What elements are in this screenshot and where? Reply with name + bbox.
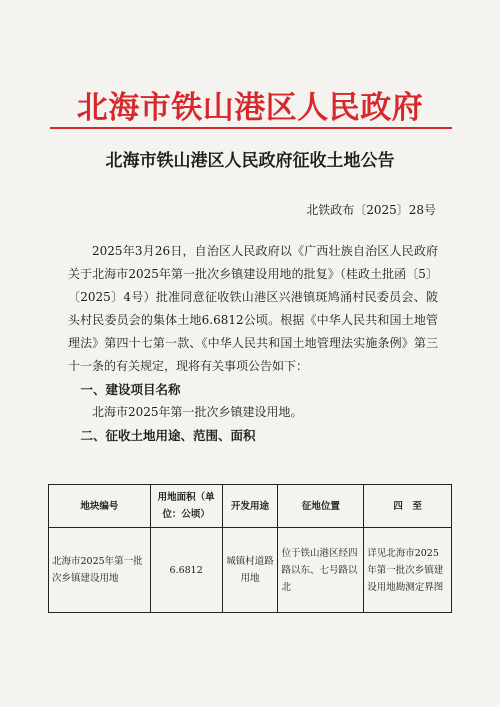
table-header-row [49, 485, 452, 528]
cell-use: 城镇村道路用地 [222, 528, 278, 613]
cell-area: 6.6812 [150, 528, 222, 613]
table-header-location: 征地位置 [278, 485, 364, 528]
section-1-text: 北海市2025年第一批次乡镇建设用地。 [92, 405, 303, 419]
table-header-parcel: 地块编号 [49, 485, 151, 528]
section-1-heading: 一、建设项目名称 [80, 382, 181, 397]
document-number: 北铁政布〔2025〕28号 [306, 203, 436, 217]
table-header-use: 开发用途 [222, 485, 278, 528]
table-header-area: 用地面积（单位：公顷） [150, 485, 222, 528]
cell-boundary: 详见北海市2025年第一批次乡镇建设用地勘测定界图 [364, 528, 452, 613]
intro-paragraph: 2025年3月26日，自治区人民政府以《广西壮族自治区人民政府关于北海市2025年第一批次乡镇建设用地的批复》（桂政土批函〔5〕〔2025〕4号）批准同意征收铁山港区兴港镇斑鸠涌村民委员会、陂头村民委员会的集体土地6.6812公顷。根据《中华人民共和国土地管理法》第四十七第一款、《中华人民共和国土地管理法实施条例》第三十一条的有关规定，现将有关事项公告如下： [68, 244, 438, 373]
land-table [48, 484, 452, 613]
section-2-heading: 二、征收土地用途、范围、面积 [80, 428, 256, 443]
cell-location: 位于铁山港区经四路以东、七号路以北 [278, 528, 364, 613]
masthead: 北海市铁山港区人民政府 [76, 90, 424, 126]
document-title: 北海市铁山港区人民政府征收土地公告 [105, 151, 395, 171]
table-header-boundary: 四 至 [364, 485, 452, 528]
document-body [68, 240, 438, 447]
red-divider-line [50, 127, 452, 129]
table-row [49, 528, 452, 613]
cell-parcel: 北海市2025年第一批次乡镇建设用地 [49, 528, 151, 613]
